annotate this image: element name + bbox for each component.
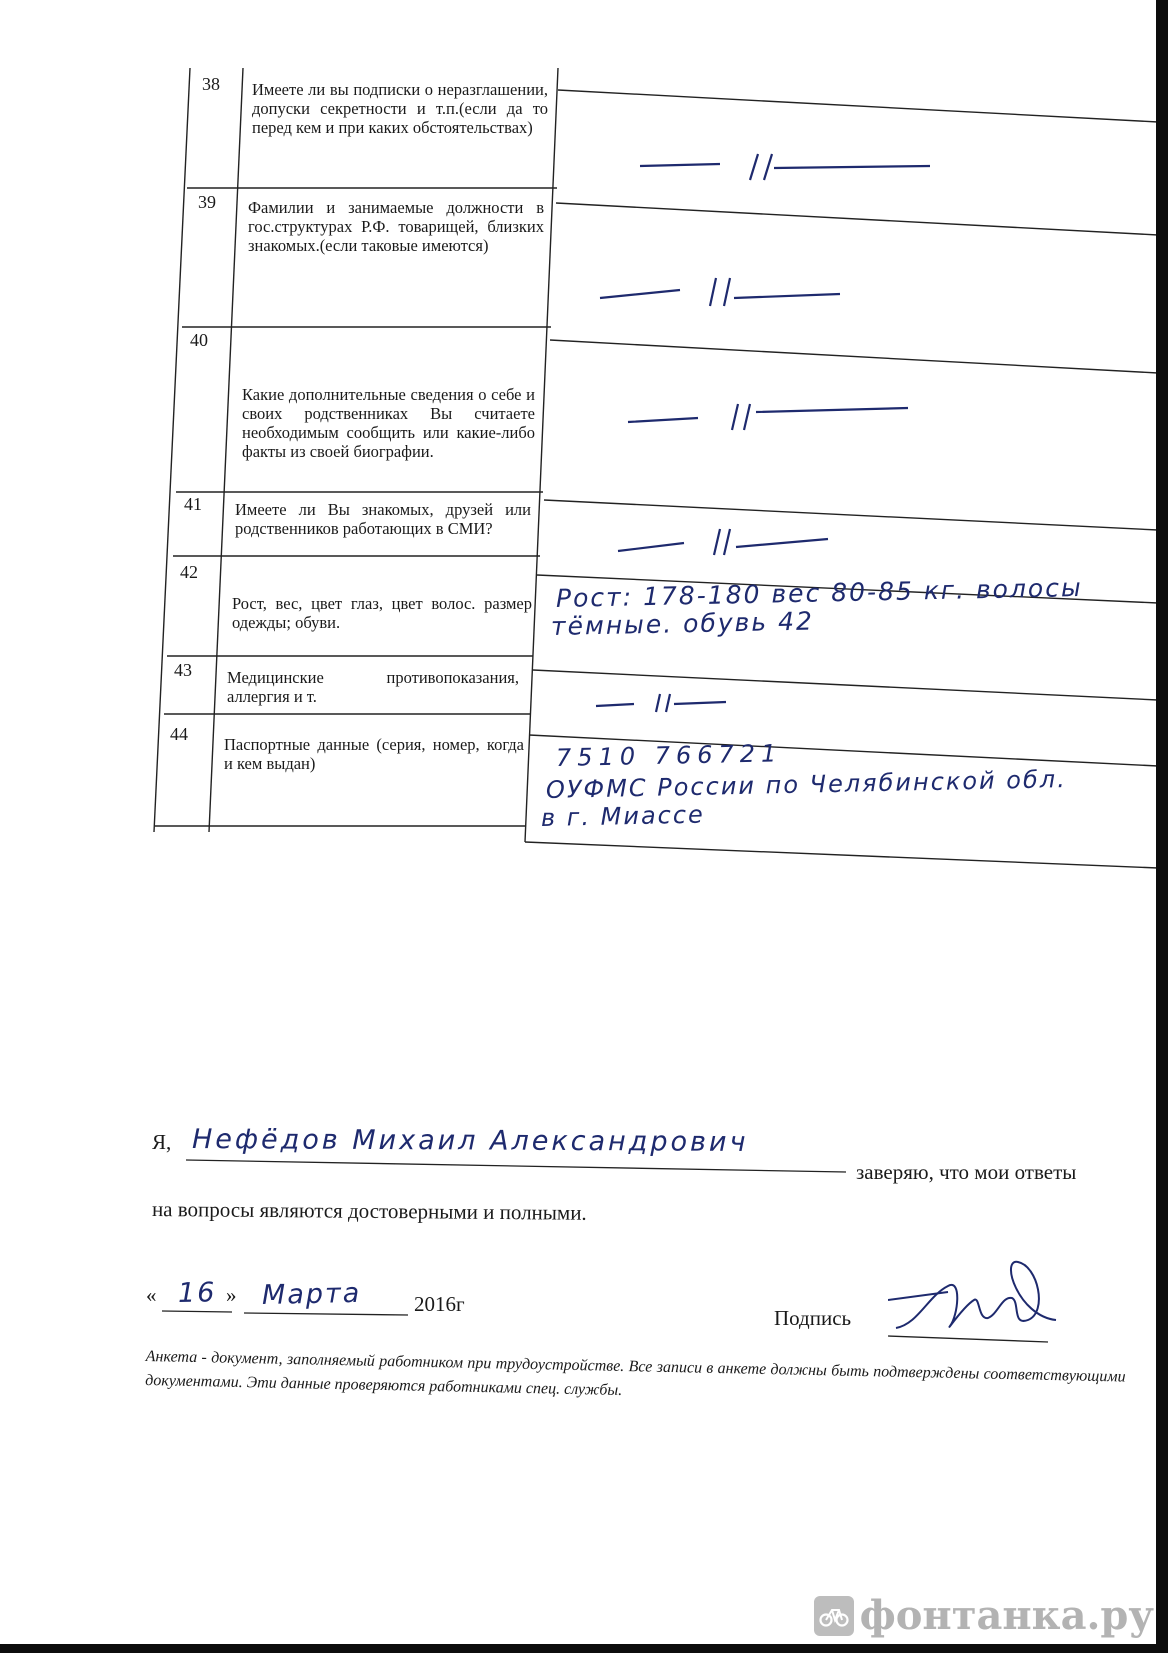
row-43-number: 43 (174, 660, 192, 680)
signature-scribble (888, 1256, 1058, 1346)
date-open-quote: « (146, 1283, 157, 1307)
statement-prefix: Я, (152, 1130, 172, 1154)
statement-line2: на вопросы являются достоверными и полными. (151, 1197, 587, 1225)
date-month: Марта (261, 1277, 362, 1311)
signature-label: Подпись (774, 1306, 852, 1330)
row-39-number: 39 (198, 192, 216, 212)
row-39-question: Фамилии и занимаемые должности в гос.структурах Р.Ф. товарищей, близких знакомых.(если таковые имеются) (248, 198, 544, 255)
statement-suffix: заверяю, что мои ответы (856, 1160, 1077, 1184)
row-39-answer (600, 272, 840, 317)
watermark-text: фонтанка.ру (859, 1592, 1154, 1639)
row-40-answer (628, 400, 918, 445)
row-44-number: 44 (170, 724, 188, 744)
date-close-quote: » (226, 1283, 237, 1307)
row-41-question: Имеете ли Вы знакомых, друзей или родственников работающих в СМИ? (235, 500, 531, 538)
row-44-answer-line3: в г. Миассе (540, 800, 706, 832)
row-38-question: Имеете ли вы подписки о неразглашении, допуски секретности и т.п.(если да то перед кем и при каких обстоятельствах) (252, 80, 548, 137)
date-month-underline (244, 1311, 408, 1317)
row-38-number: 38 (202, 74, 220, 94)
row-43-question: Медицинские противопоказания, аллергия и т. (227, 668, 519, 706)
row-42-answer-line2: тёмные. обувь 42 (550, 606, 815, 641)
row-39-answer-dash (600, 272, 840, 312)
row-40-number: 40 (190, 330, 208, 350)
row-40-question: Какие дополнительные сведения о себе и своих родственниках Вы считаете необходимым сообщить или какие-либо факты из своей биографии. (242, 385, 535, 461)
name-underline (186, 1158, 846, 1178)
date-year: 2016г (414, 1292, 465, 1316)
watermark (814, 1592, 1154, 1639)
row-42-number: 42 (180, 562, 198, 582)
date-day: 16 (177, 1277, 217, 1309)
row-40-answer-dash (628, 400, 918, 440)
row-44-question: Паспортные данные (серия, номер, когда и кем выдан) (224, 735, 524, 773)
row-41-number: 41 (184, 494, 202, 514)
date-day-underline (162, 1309, 232, 1315)
row-41-answer-dash (618, 525, 848, 565)
row-44-answer-line2: ОУФМС России по Челябинской обл. (545, 765, 1067, 804)
bicycle-icon (814, 1596, 854, 1636)
row-42-question: Рост, вес, цвет глаз, цвет волос. размер одежды; обуви. (232, 594, 532, 632)
row-41-answer (618, 525, 848, 570)
footnote: Анкета - документ, заполняемый работником при трудоустройстве. Все записи в анкете должны быть подтверждены соответствующими документами. Эти данные проверяются работниками спец. службы. (145, 1347, 1126, 1399)
row-42-answer-line1: Рост: 178-180 вес 80-85 кг. волосы (555, 572, 1083, 613)
statement-name: Нефёдов Михаил Александрович (191, 1124, 749, 1158)
row-38-answer (640, 150, 930, 195)
row-43-answer (596, 688, 736, 723)
scan-frame-bottom (0, 1644, 1168, 1653)
scan-frame-right (1156, 0, 1168, 1653)
row-43-answer-dash (596, 688, 736, 718)
row-38-answer-dash (640, 150, 930, 190)
row-44-answer-line1: 7510 766721 (555, 739, 783, 772)
